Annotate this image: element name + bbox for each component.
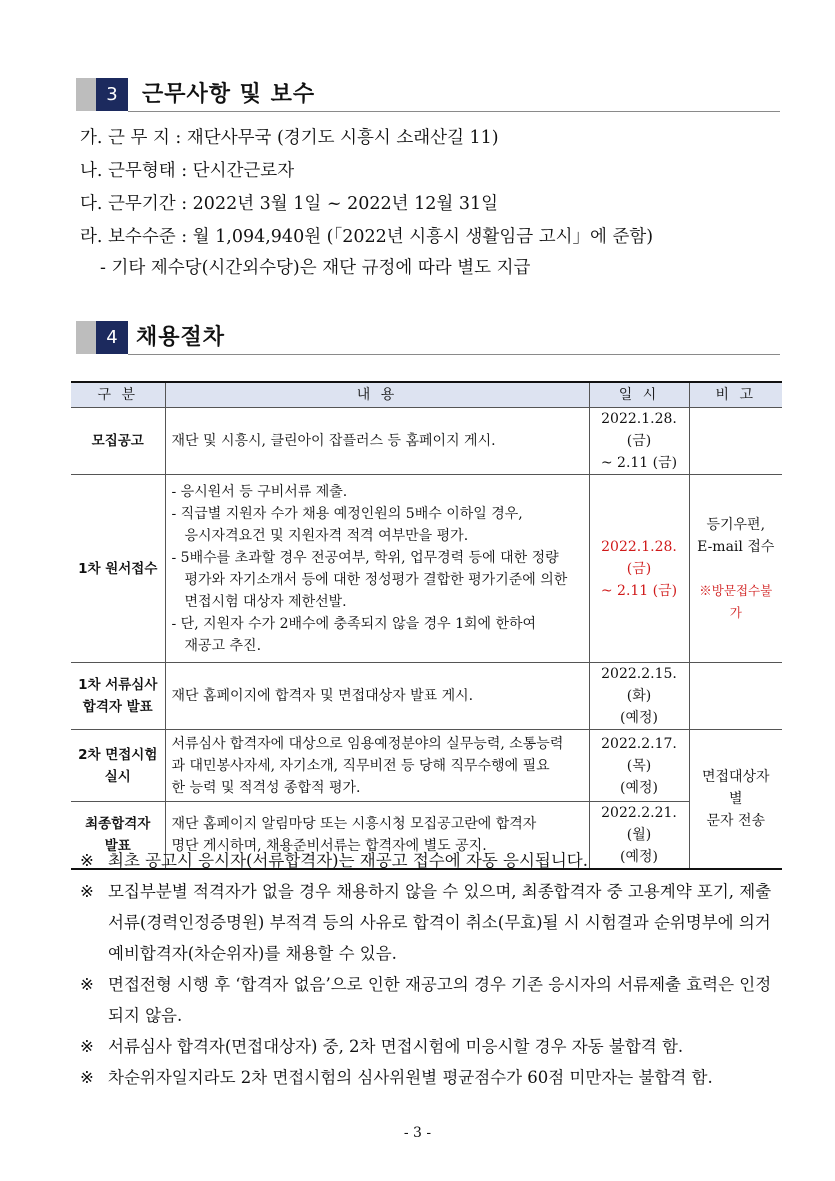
work-location: 가. 근 무 지 : 재단사무국 (경기도 시흥시 소래산길 11) [80, 128, 499, 148]
note-mark: ※ [80, 1068, 94, 1087]
list-item [80, 1031, 780, 1062]
section-4-header [76, 321, 780, 355]
page-number: - 3 - [403, 1125, 432, 1141]
header-category: 구 분 [71, 382, 165, 408]
row-note [689, 663, 782, 730]
table-row [71, 730, 782, 802]
note-mark: ※ [80, 882, 94, 901]
section-title: 근무사항 및 보수 [142, 82, 316, 107]
note-mark: ※ [80, 851, 94, 870]
header-rule [128, 354, 780, 355]
header-rule [128, 111, 780, 112]
row-note: 면접대상자별 문자 전송 [689, 730, 782, 870]
list-item [80, 1062, 780, 1093]
row-content: 재단 및 시흥시, 클린아이 잡플러스 등 홈페이지 게시. [165, 408, 589, 475]
table-row [71, 408, 782, 475]
row-content: 재단 홈페이지에 합격자 및 면접대상자 발표 게시. [165, 663, 589, 730]
table-row [71, 475, 782, 663]
header-shade [76, 78, 96, 111]
work-type: 나. 근무형태 : 단시간근로자 [80, 161, 295, 181]
list-item [80, 876, 780, 969]
list-item [80, 969, 780, 1031]
row-category: 1차 원서접수 [71, 475, 165, 663]
note-text: 차순위자일지라도 2차 면접시험의 심사위원별 평균점수가 60점 미만자는 불합격 함. [108, 1068, 713, 1087]
header-note: 비 고 [689, 382, 782, 408]
salary-level: 라. 보수수준 : 월 1,094,940원 (「2022년 시흥시 생활임금 고시」에 준함) [80, 227, 654, 247]
header-content: 내 용 [165, 382, 589, 408]
note-text: 모집부분별 적격자가 없을 경우 채용하지 않을 수 있으며, 최종합격자 중 고용계약 포기, 제출서류(경력인정증명원) 부적격 등의 사유로 합격이 취소(무효)될 시 시험결과 순위명부에 의거 예비합격자(차순위자)를 채용할 수 있음. [108, 882, 772, 963]
no-visit-note: ※방문접수불가 [699, 582, 773, 620]
section-title: 채용절차 [136, 325, 226, 350]
row-date: 2022.2.21.(월) (예정) [589, 802, 689, 870]
row-content: - 응시원서 등 구비서류 제출. - 직급별 지원자 수가 채용 예정인원의 5배수 이하일 경우, 응시자격요건 및 지원자격 적격 여부만을 평가. - 5배수를 초과할 경우 전공여부, 학위, 업무경력 등에 대한 정량 평가와 자기소개서 등에 대한 정성평가 결합한 평가기준에 의한 면접시험 대상자 제한선발. - 단, 지원자 수가 2배수에 충족되지 않을 경우 1회에 한하여 재공고 추진. [165, 475, 589, 663]
note-text: 면접전형 시행 후 ‘합격자 없음’으로 인한 재공고의 경우 기존 응시자의 서류제출 효력은 인정되지 않음. [108, 975, 772, 1025]
row-category: 최종합격자 발표 [71, 802, 165, 870]
note-text: 서류심사 합격자(면접대상자) 중, 2차 면접시험에 미응시할 경우 자동 불합격 함. [108, 1037, 684, 1056]
row-category: 2차 면접시험 실시 [71, 730, 165, 802]
row-content: 재단 홈페이지 알림마당 또는 시흥시청 모집공고란에 합격자 명단 게시하며, 채용준비서류는 합격자에 별도 공지. [165, 802, 589, 870]
table-header-row [71, 382, 782, 408]
row-date: 2022.2.17.(목) (예정) [589, 730, 689, 802]
note-mark: ※ [80, 1037, 94, 1056]
allowance-note: - 기타 제수당(시간외수당)은 재단 규정에 따라 별도 지급 [100, 258, 531, 278]
list-item [80, 845, 780, 876]
note-mark: ※ [80, 975, 94, 994]
work-period: 다. 근무기간 : 2022년 3월 1일 ~ 2022년 12월 31일 [80, 194, 499, 214]
row-category: 1차 서류심사 합격자 발표 [71, 663, 165, 730]
row-content: 서류심사 합격자에 대상으로 임용예정분야의 실무능력, 소통능력 과 대민봉사자세, 자기소개, 직무비전 등 당해 직무수행에 필요 한 능력 및 적격성 종합적 평가. [165, 730, 589, 802]
row-date: 2022.1.28.(금) ~ 2.11 (금) [589, 475, 689, 663]
row-date: 2022.1.28.(금) ~ 2.11 (금) [589, 408, 689, 475]
header-shade [76, 321, 96, 354]
note-text: 최초 공고시 응시자(서류합격자)는 재공고 접수에 자동 응시됩니다. [108, 851, 588, 870]
row-category: 모집공고 [71, 408, 165, 475]
notes-list [80, 845, 780, 1093]
row-date: 2022.2.15.(화) (예정) [589, 663, 689, 730]
row-note: 등기우편, E-mail 접수 ※방문접수불가 [689, 475, 782, 663]
section-number: 4 [96, 321, 128, 354]
header-date: 일 시 [589, 382, 689, 408]
table-row [71, 663, 782, 730]
recruitment-procedure-table [71, 381, 782, 870]
row-note [689, 408, 782, 475]
section-3-header [76, 78, 780, 112]
section-number: 3 [96, 78, 128, 111]
